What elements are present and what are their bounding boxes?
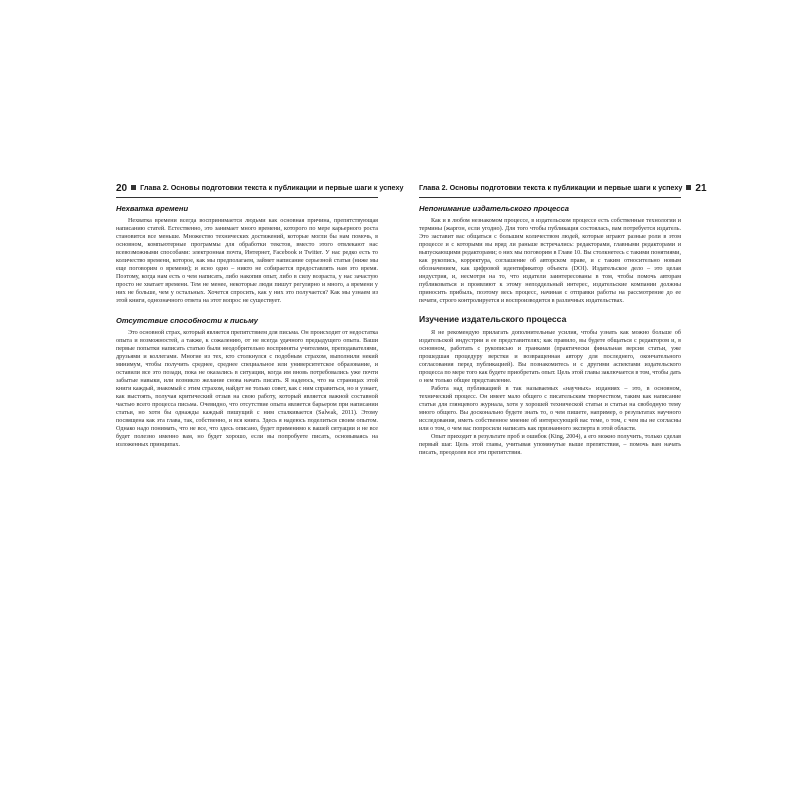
paragraph: Это основной страх, который является препятствием для письма. Он происходит от недостатка опыта и возможностей, а также, к сожалению, от не всегда удачного предыдущего опыта. Ваши первые попытки написать статью были неодобрительно восприняты учителями, преподавателями, друзьями и коллегами. Многие из тех, кто столкнулся с подобным страхом, выполнили некий минимум, чтобы получить среднее, среднее специальное или университетское образование, и оставили все это позади, пока не оказались в ситуации, когда им вновь потребовались уже почти забытые навыки, или возникло желание снова начать писать. Я надеюсь, что на страницах этой книги каждый, знакомый с этим страхом, найдет не только совет, как с ним справиться, но и узнает, как выстоять, получая критический отзыв на свою работу, который является важной составной частью всего процесса письма. Очевидно, что отсутствие опыта является барьером при написании статьи, но хотя бы однажды каждый пишущий с ним сталкивается (Salwak, 2011). Этому посвящена как эта глава, так, собственно, и вся книга. Здесь я надеюсь поделиться своим опытом. Однако надо понимать, что не все, что здесь описано, будет применимо к вашей ситуации и не все будет полезно именно вам, но будет хорошо, если вы попробуете писать, основываясь на изложенных принципах.	[116, 329, 378, 449]
right-running-head	[419, 183, 707, 198]
right-running-head-text: Глава 2. Основы подготовки текста к публикации и первые шаги к успеху	[419, 183, 683, 192]
right-page	[419, 183, 707, 643]
section-heading-writing-ability: Отсутствие способности к письму	[116, 315, 258, 325]
paragraph: Опыт приходит в результате проб и ошибок (King, 2004), а его можно получить, только сделав первый шаг. Цель этой главы, учитывая упомянутые выше препятствия, – помочь вам начать писать, преодолев все эти препятствия.	[419, 434, 681, 457]
left-page	[116, 183, 404, 643]
section-heading-studying-publishing: Изучение издательского процесса	[419, 313, 567, 324]
paragraph: Как и в любом незнакомом процессе, в издательском процессе есть собственные технологии и термины (жаргон, если угодно). Для того чтобы публикация состоялась, вам потребуется издатель. Это заставит вас общаться с большим количеством людей, которые играют разные роли в этом процессе и с которыми вы вряд ли раньше встречались: редакторами, главными редакторами и выпускающими редакторами; о них мы поговорим в Главе 10. Вы столкнетесь с такими понятиями, как рукопись, корректура, соглашение об авторском праве, и с таким относительно новым обозначением, как цифровой идентификатор объекта (DOI). Издательское дело – это целая индустрия, и, несмотря на то, что издатели заинтересованы в том, чтобы помочь авторам публиковаться и проявляют к этому неподдельный интерес, издательские компании должны приносить прибыль, поэтому весь процесс, начиная с отправки работы на рассмотрение до ее печати, строго контролируется и воспроизводится в различных издательствах.	[419, 218, 681, 305]
section-heading-publishing-misunderstanding: Непонимание издательского процесса	[419, 204, 569, 213]
left-page-number: 20	[116, 183, 128, 194]
left-running-head	[116, 183, 404, 198]
square-ornament-icon	[686, 185, 691, 190]
paragraph: Работа над публикацией в так называемых «научных» изданиях – это, в основном, технический процесс. Он имеет мало общего с писательским творчеством, таким как написание статьи для глянцевого журнала, хотя у хорошей технической статьи и статьи на свободную тему много общего. Вы досконально будете знать то, о чем пишете, например, о результатах научного исследования, иметь собственное мнение об интересующей вас теме, о том, с чем вы не согласны или о том, о чем вас попросили написать как признанного эксперта в этой области.	[419, 385, 681, 433]
section-heading-time: Нехватка времени	[116, 204, 189, 213]
right-page-number: 21	[695, 183, 707, 194]
left-running-head-text: Глава 2. Основы подготовки текста к публикации и первые шаги к успеху	[140, 183, 404, 192]
square-ornament-icon	[131, 185, 136, 190]
paragraph: Нехватка времени всегда воспринимается людьми как основная причина, препятствующая написанию статей. Естественно, это занимает много времени, которого по мере карьерного роста становится все меньше. Множество технических достижений, которые могли бы нам помочь, в основном, компьютерные программы для обработки текстов, вместо этого отвлекают нас всевозможными способами: электронная почта, Интернет, Facebook и Twitter. У нас редко есть то количество времени, которое, как мы предполагаем, займет написание серьезной статьи (ниже мы еще поговорим о времени); и ясно одно – никто не собирается предоставлять нам это время. Поэтому, когда нам есть о чем написать, либо накопив опыт, либо в силу возраста, у нас зачастую просто не хватает времени. Тем не менее, некоторые люди пишут регулярно и много, а времени у них не больше, чем у остальных. Хочется спросить, как у них это получается? Как мы узнаем из этой книги, однозначного ответа на этот вопрос не существует.	[116, 218, 378, 305]
paragraph: Я не рекомендую прилагать дополнительные усилия, чтобы узнать как можно больше об издательской индустрии и ее представителях; как правило, вы будете общаться с редактором и, в основном, работать с рукописью и гранками (практически финальная версия статьи, уже прошедшая процедуру верстки и возвращенная автору для последнего, окончательного согласования перед публикацией). Вы познакомитесь и с другими аспектами издательского процесса по мере того как будете приобретать опыт. Цель этой главы заключается в том, чтобы дать о нем только общее представление.	[419, 329, 681, 384]
